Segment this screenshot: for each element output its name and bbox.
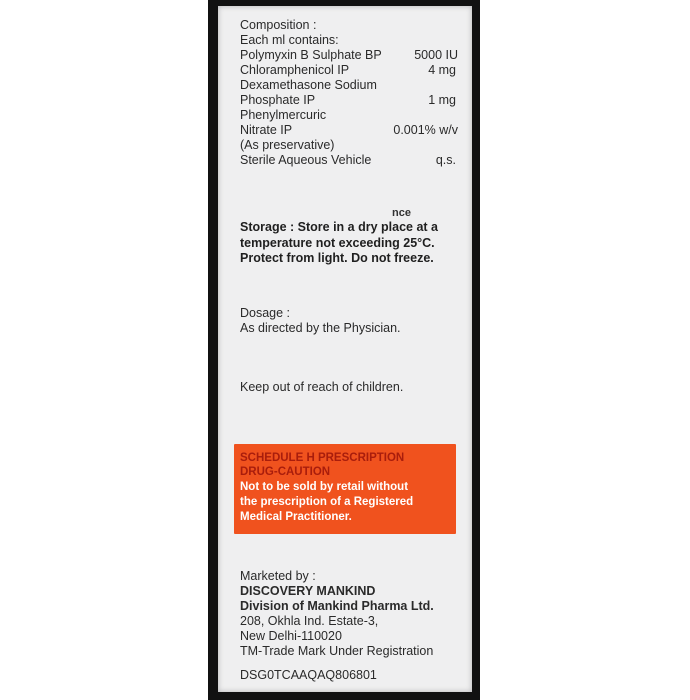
storage-line: Protect from light. Do not freeze. bbox=[240, 251, 434, 265]
composition-intro: Each ml contains: bbox=[240, 33, 339, 47]
storage-line: Storage : Store in a dry place at a bbox=[240, 220, 438, 234]
child-warning: Keep out of reach of children. bbox=[240, 380, 404, 394]
warning-text: Medical Practitioner. bbox=[240, 511, 352, 523]
storage-line: temperature not exceeding 25°C. bbox=[240, 235, 435, 250]
dosage-text: As directed by the Physician. bbox=[240, 321, 401, 335]
marketer-name: DISCOVERY MANKIND bbox=[240, 584, 376, 598]
marketer-division: Division of Mankind Pharma Ltd. bbox=[240, 599, 434, 613]
ingredient-name: Chloramphenicol IP bbox=[240, 63, 350, 77]
schedule-h-warning-box bbox=[234, 444, 456, 534]
address-line: New Delhi-110020 bbox=[240, 629, 342, 643]
ingredient-name: Phosphate IP bbox=[240, 93, 316, 107]
ingredient-name: Sterile Aqueous Vehicle bbox=[240, 153, 372, 167]
storage-instructions bbox=[240, 220, 438, 267]
label-panel bbox=[218, 6, 472, 692]
composition-heading: Composition : bbox=[240, 18, 317, 32]
ingredient-amount: 5000 IU bbox=[414, 48, 458, 62]
ingredient-amount: q.s. bbox=[435, 153, 456, 167]
warning-text: Not to be sold by retail without bbox=[240, 481, 409, 493]
warning-text: the prescription of a Registered bbox=[240, 496, 414, 508]
ingredient-name: Dexamethasone Sodium bbox=[240, 78, 377, 92]
ingredient-amount: 4 mg bbox=[428, 63, 456, 77]
handwritten-mark: nce bbox=[392, 207, 411, 219]
ingredient-amount: 0.001% w/v bbox=[393, 123, 458, 137]
warning-heading: DRUG-CAUTION bbox=[240, 466, 331, 478]
dosage-heading: Dosage : bbox=[240, 306, 291, 320]
ingredient-name: Phenylmercuric bbox=[240, 108, 327, 122]
ingredient-name: (As preservative) bbox=[240, 138, 335, 152]
ingredient-amount: 1 mg bbox=[428, 93, 456, 107]
address-line: 208, Okhla Ind. Estate-3, bbox=[240, 614, 379, 628]
marketer-label: Marketed by : bbox=[240, 569, 316, 583]
ingredient-name: Nitrate IP bbox=[240, 123, 293, 137]
batch-code: DSG0TCAAQAQ806801 bbox=[240, 668, 377, 682]
ingredient-name: Polymyxin B Sulphate BP bbox=[240, 48, 382, 62]
warning-heading: SCHEDULE H PRESCRIPTION bbox=[240, 452, 405, 464]
trademark-note: TM-Trade Mark Under Registration bbox=[240, 644, 434, 658]
